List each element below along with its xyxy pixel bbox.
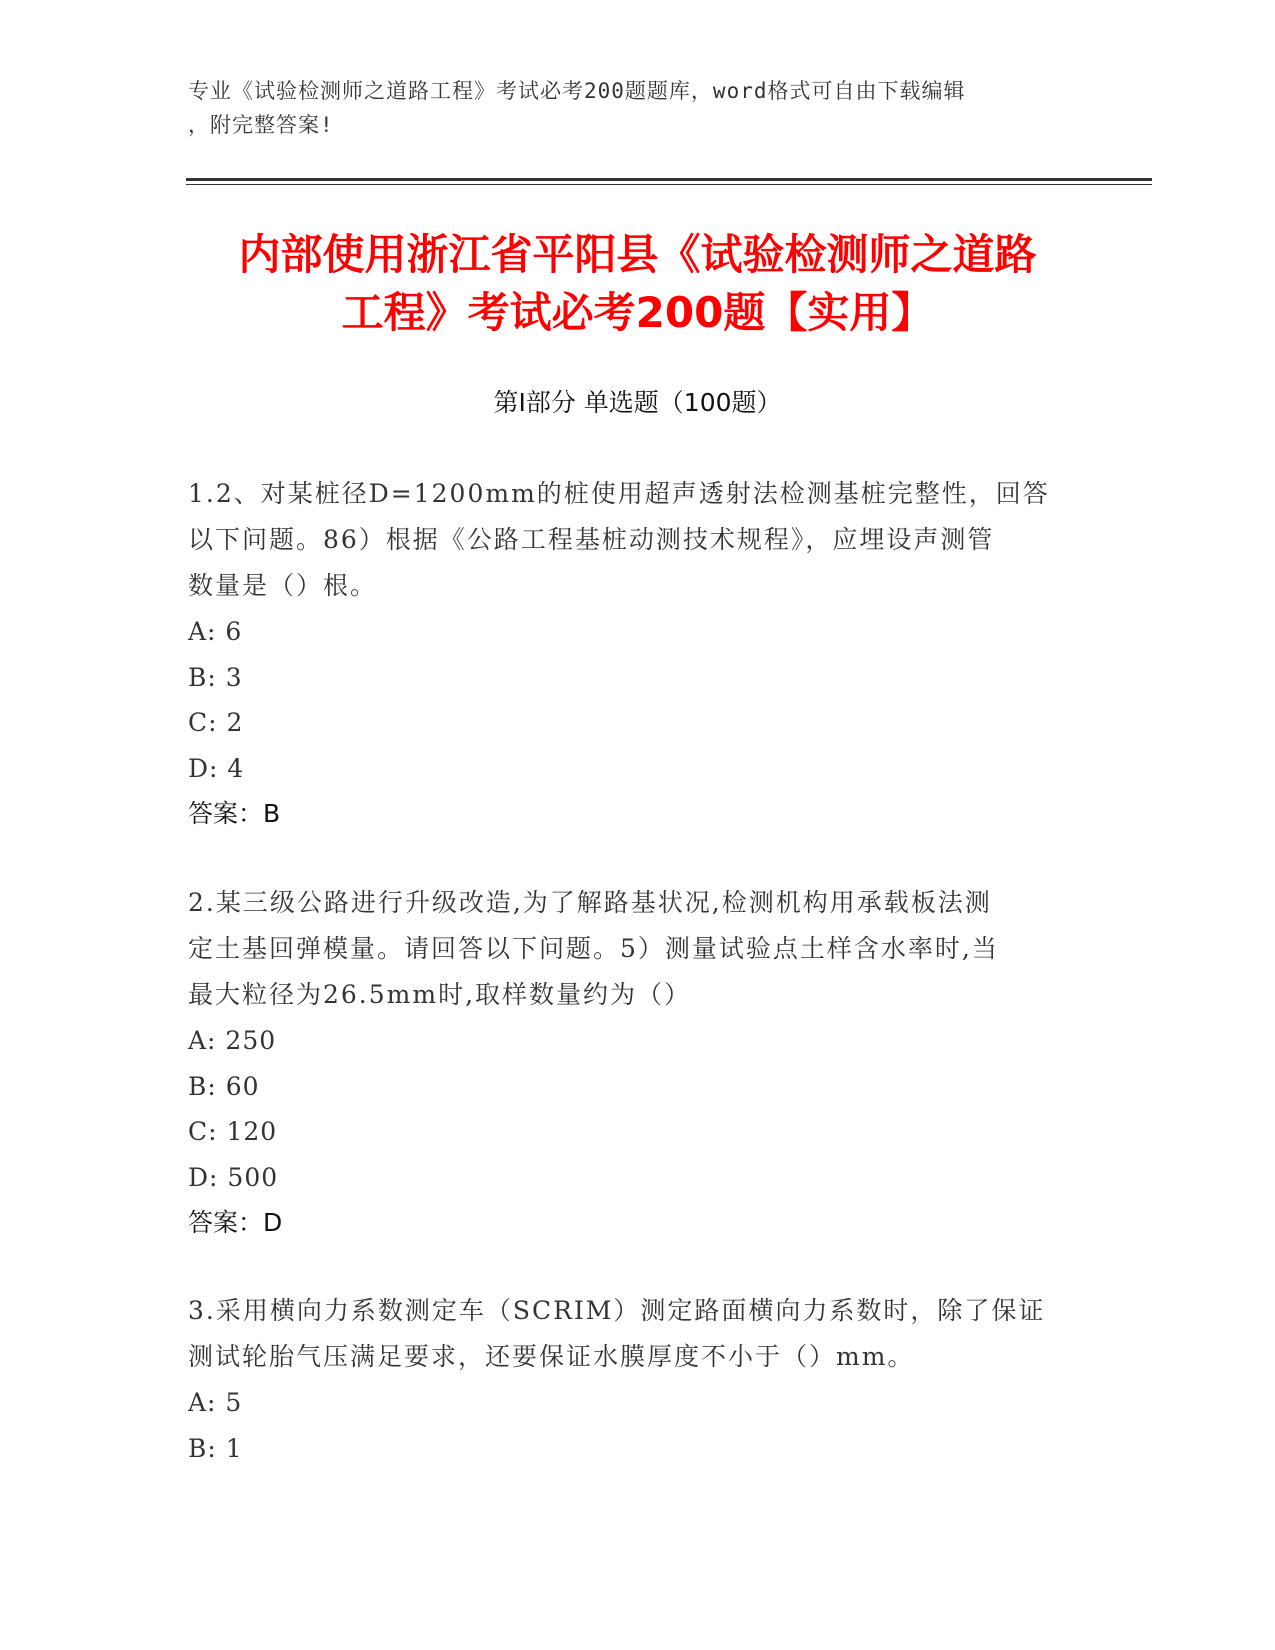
question-text-line: 测试轮胎气压满足要求，还要保证水膜厚度不小于（）mm。 [188,1342,915,1371]
question-text-line: 以下问题。86）根据《公路工程基桩动测技术规程》，应埋设声测管 [188,525,995,554]
question-block [188,880,1088,1246]
option-c: C: 120 [188,1117,278,1146]
question-text [188,471,1088,609]
question-text [188,1288,1088,1380]
section-heading: 第I部分 单选题（100题） [493,388,782,417]
option-a: A: 6 [188,617,243,646]
question-text-line: 3.采用横向力系数测定车（SCRIM）测定路面横向力系数时，除了保证 [188,1296,1046,1325]
option-c: C: 2 [188,708,244,737]
answer: 答案：D [188,1208,283,1237]
option-a: A: 5 [188,1388,243,1417]
option-b: B: 3 [188,662,243,692]
document-title [150,226,1125,342]
header-note-line: ，附完整答案! [188,113,334,137]
header-note [188,74,1088,142]
option-b: B: 60 [188,1071,260,1101]
option-d: D: 4 [188,753,245,783]
question-text-line: 最大粒径为26.5mm时,取样数量约为（） [188,980,692,1009]
header-divider [186,178,1152,181]
question-text-line: 定土基回弹模量。请回答以下问题。5）测量试验点土样含水率时,当 [188,934,999,963]
document-title-line: 工程》考试必考200题【实用】 [341,288,934,337]
question-text-line: 2.某三级公路进行升级改造,为了解路基状况,检测机构用承载板法测 [188,888,992,917]
question-text-line: 1.2、对某桩径D=1200mm的桩使用超声透射法检测基桩完整性，回答 [188,479,1050,508]
option-a: A: 250 [188,1026,277,1055]
question-text-line: 数量是（）根。 [188,571,378,600]
header-note-line: 专业《试验检测师之道路工程》考试必考200题题库，word格式可自由下载编辑 [188,79,966,103]
question-text [188,880,1088,1018]
header-divider-thin [186,184,1152,185]
option-b: B: 1 [188,1433,243,1463]
answer: 答案：B [188,799,281,828]
document-title-line: 内部使用浙江省平阳县《试验检测师之道路 [238,230,1037,279]
question-block [188,471,1088,837]
option-d: D: 500 [188,1162,279,1192]
question-block [188,1288,1088,1471]
